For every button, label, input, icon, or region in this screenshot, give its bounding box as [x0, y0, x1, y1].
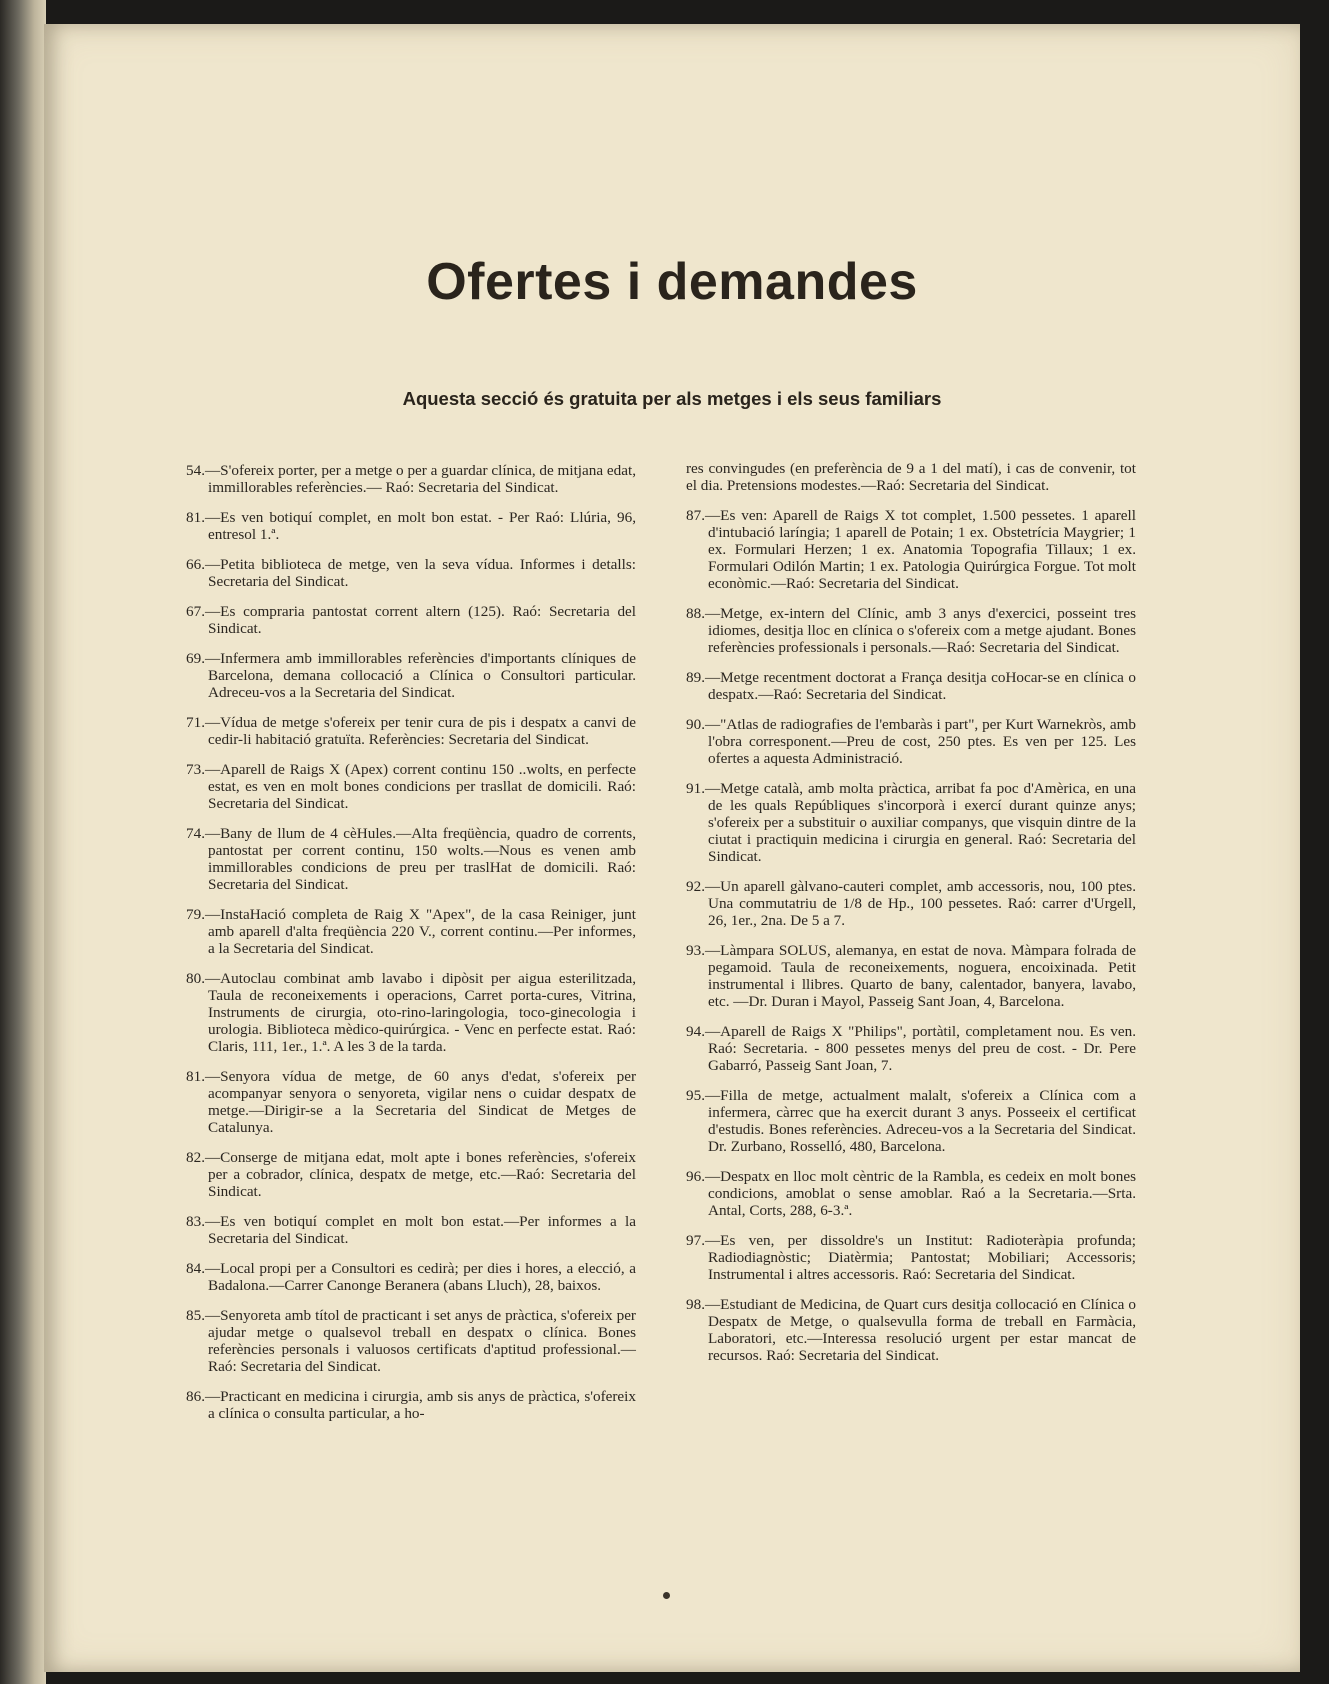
classified-entry-66: 66.—Petita biblioteca de metge, ven la seva vídua. Informes i detalls: Secretaria del Sindicat. [186, 556, 636, 590]
classified-entry-79: 79.—InstaHació completa de Raig X "Apex", de la casa Reiniger, junt amb aparell d'alta freqüència 220 V., corrent continu.—Per informes, a la Secretaria del Sindicat. [186, 906, 636, 957]
classified-entry-86: 86.—Practicant en medicina i cirurgia, amb sis anys de pràctica, s'ofereix a clínica o consulta particular, a ho- [186, 1388, 636, 1422]
document-page [44, 24, 1300, 1672]
classified-entry-81a: 81.—Es ven botiquí complet, en molt bon estat. - Per Raó: Llúria, 96, entresol 1.ª. [186, 509, 636, 543]
page-title: Ofertes i demandes [426, 253, 918, 311]
classified-entry-94: 94.—Aparell de Raigs X "Philips", portàtil, completament nou. Es ven. Raó: Secretaria. - 800 pessetes menys del preu de cost. - Dr. Pere Gabarró, Passeig Sant Joan, 7. [686, 1023, 1136, 1074]
classified-entry-74: 74.—Bany de llum de 4 cèHules.—Alta freqüència, quadro de corrents, pantostat per corrent continu, 150 wolts.—Nous es venen amb immillorables condicions de preu per traslHat de domicili. Raó: Secretaria del Sindicat. [186, 825, 636, 893]
classified-entry-97: 97.—Es ven, per dissoldre's un Institut: Radioteràpia profunda; Radiodiagnòstic; Diatèrmia; Pantostat; Mobiliari; Accessoris; Instrumental i altres accessoris. Raó: Secretaria del Sindicat. [686, 1232, 1136, 1283]
classified-entry-67: 67.—Es compraria pantostat corrent altern (125). Raó: Secretaria del Sindicat. [186, 603, 636, 637]
scan-book-edge [0, 0, 46, 1684]
classified-entry-96: 96.—Despatx en lloc molt cèntric de la Rambla, es cedeix en molt bones condicions, amoblat o sense amoblar. Raó a la Secretaria.—Srta. Antal, Corts, 288, 6-3.ª. [686, 1168, 1136, 1219]
classified-entry-71: 71.—Vídua de metge s'ofereix per tenir cura de pis i despatx a canvi de cedir-li habitació gratuïta. Referències: Secretaria del Sindicat. [186, 714, 636, 748]
classified-entry-69: 69.—Infermera amb immillorables referències d'importants clíniques de Barcelona, demana collocació a Clínica o Consultori particular. Adreceu-vos a la Secretaria del Sindicat. [186, 650, 636, 701]
classified-entry-98: 98.—Estudiant de Medicina, de Quart curs desitja collocació en Clínica o Despatx de Metge, o qualsevulla forma de treball en Farmàcia, Laboratori, etc.—Interessa resolució urgent per estar mancat de recursos. Raó: Secretaria del Sindicat. [686, 1296, 1136, 1364]
page-footer-dot [663, 1592, 670, 1599]
left-column [186, 462, 636, 1435]
classified-entry-93: 93.—Làmpara SOLUS, alemanya, en estat de nova. Màmpara folrada de pegamoid. Taula de reconeixements, noguera, encoixinada. Petit instrumental i llibres. Quarto de bany, calentador, banyera, lavabo, etc. —Dr. Duran i Mayol, Passeig Sant Joan, 4, Barcelona. [686, 942, 1136, 1010]
classified-entry-85: 85.—Senyoreta amb títol de practicant i set anys de pràctica, s'ofereix per ajudar metge o qualsevol treball en despatx o clínica. Bones referències personals i valuosos certificats d'aptitud professional.—Raó: Secretaria del Sindicat. [186, 1307, 636, 1375]
classified-entry-90: 90.—"Atlas de radiografies de l'embaràs i part", per Kurt Warnekròs, amb l'obra corresponent.—Preu de cost, 250 ptes. Es ven per 125. Les ofertes a aquesta Administració. [686, 716, 1136, 767]
classified-entry-82: 82.—Conserge de mitjana edat, molt apte i bones referències, s'ofereix per a cobrador, clínica, despatx de metge, etc.—Raó: Secretaria del Sindicat. [186, 1149, 636, 1200]
classified-entry-86-continuation: res convingudes (en preferència de 9 a 1 del matí), i cas de convenir, tot el dia. Pretensions modestes.—Raó: Secretaria del Sindicat. [686, 460, 1136, 494]
classified-entry-80: 80.—Autoclau combinat amb lavabo i dipòsit per aigua esterilitzada, Taula de reconeixements i operacions, Carret porta-cures, Vitrina, Instruments de cirurgia, oto-rino-laringologia, toco-ginecologia i urologia. Biblioteca mèdico-quirúrgica. - Venc en perfecte estat. Raó: Claris, 111, 1er., 1.ª. A les 3 de la tarda. [186, 970, 636, 1055]
classified-entry-84: 84.—Local propi per a Consultori es cedirà; per dies i hores, a elecció, a Badalona.—Carrer Canonge Beranera (abans Lluch), 28, baixos. [186, 1260, 636, 1294]
page-subtitle: Aquesta secció és gratuita per als metges i els seus familiars [402, 388, 942, 409]
classified-entry-89: 89.—Metge recentment doctorat a França desitja coHocar-se en clínica o despatx.—Raó: Secretaria del Sindicat. [686, 669, 1136, 703]
classified-entry-95: 95.—Filla de metge, actualment malalt, s'ofereix a Clínica com a infermera, càrrec que ha exercit durant 3 anys. Posseeix el certificat d'estudis. Bones referències. Adreceu-vos a la Secretaria del Sindicat. Dr. Zurbano, Rosselló, 480, Barcelona. [686, 1087, 1136, 1155]
classified-entry-87: 87.—Es ven: Aparell de Raigs X tot complet, 1.500 pessetes. 1 aparell d'intubació laríngia; 1 aparell de Potain; 1 ex. Obstetrícia Maygrier; 1 ex. Formulari Herzen; 1 ex. Anatomia Topografia Tillaux; 1 ex. Formulari Odilón Martin; 1 ex. Patologia Quirúrgica Forgue. Tot molt econòmic.—Raó: Secretaria del Sindicat. [686, 507, 1136, 592]
classified-entry-73: 73.—Aparell de Raigs X (Apex) corrent continu 150 ..wolts, en perfecte estat, es ven en molt bones condicions per trasllat de domicili. Raó: Secretaria del Sindicat. [186, 761, 636, 812]
classified-entry-92: 92.—Un aparell gàlvano-cauteri complet, amb accessoris, nou, 100 ptes. Una commutatriu de 1/8 de Hp., 100 pessetes. Raó: carrer d'Urgell, 26, 1er., 2na. De 5 a 7. [686, 878, 1136, 929]
classified-entry-91: 91.—Metge català, amb molta pràctica, arribat fa poc d'Amèrica, en una de les quals Repúbliques s'incorporà i exercí durant quinze anys; s'ofereix per a substituir o auxiliar companys, que visquin dintre de la ciutat i practiquin medicina i cirurgia en general. Raó: Secretaria del Sindicat. [686, 780, 1136, 865]
classified-entry-88: 88.—Metge, ex-intern del Clínic, amb 3 anys d'exercici, posseint tres idiomes, desitja lloc en clínica o s'ofereix com a metge ajudant. Bones referències professionals i personals.—Raó: Secretaria del Sindicat. [686, 605, 1136, 656]
classified-entry-81b: 81.—Senyora vídua de metge, de 60 anys d'edat, s'ofereix per acompanyar senyora o senyoreta, vigilar nens o cuidar despatx de metge.—Dirigir-se a la Secretaria del Sindicat de Metges de Catalunya. [186, 1068, 636, 1136]
right-column [686, 460, 1136, 1377]
classified-entry-83: 83.—Es ven botiquí complet en molt bon estat.—Per informes a la Secretaria del Sindicat. [186, 1213, 636, 1247]
classified-entry-54: 54.—S'ofereix porter, per a metge o per a guardar clínica, de mitjana edat, immillorables referències.— Raó: Secretaria del Sindicat. [186, 462, 636, 496]
